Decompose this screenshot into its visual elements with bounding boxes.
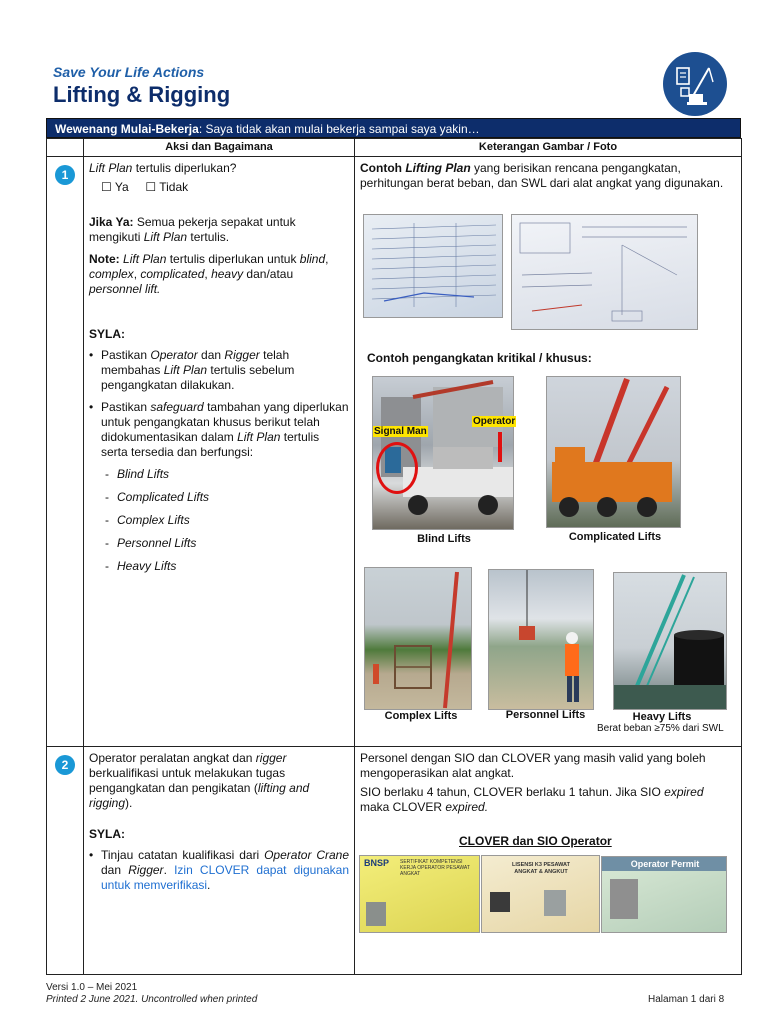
signal-man-highlight-circle	[376, 442, 418, 494]
operator-permit-card	[601, 856, 727, 933]
heavy-lifts-note: Berat beban ≥75% dari SWL	[597, 723, 724, 734]
row2-actions-cell	[84, 747, 355, 975]
caption-personnel-lifts: Personnel Lifts	[505, 709, 586, 721]
caption-heavy-lifts: Heavy Lifts	[632, 711, 692, 723]
bnsp-card-title: SERTIFIKAT KOMPETENSI KERJA OPERATOR PESAWAT ANGKAT	[400, 859, 470, 877]
caption-blind-lifts: Blind Lifts	[417, 533, 471, 545]
step-number-badge: 2	[55, 755, 75, 775]
number-header	[47, 139, 84, 157]
lifting-plan-document-photo-2	[511, 214, 698, 330]
syla-heading: SYLA:	[89, 327, 125, 341]
bnsp-certificate-card	[359, 855, 480, 933]
syla-heading: SYLA:	[89, 827, 125, 841]
operator-label: Operator	[473, 416, 516, 427]
syla-bullet-list	[89, 348, 349, 460]
photo-placeholder	[366, 902, 386, 926]
column-header-pictures: Keterangan Gambar / Foto	[355, 139, 742, 157]
personnel-lift-photo	[488, 569, 594, 710]
critical-lifts-heading: Contoh pengangkatan kritikal / khusus:	[367, 351, 592, 365]
yes-no-options	[89, 180, 349, 195]
banner-bold: Wewenang Mulai-Bekerja	[55, 122, 199, 136]
signal-man-label: Signal Man	[374, 426, 427, 437]
qualification-paragraph: Operator peralatan angkat dan rigger berkualifikasi untuk melakukan tugas pengangkatan dan pengikatan (lifting and rigging).	[89, 751, 310, 810]
qr-code-icon	[490, 892, 510, 912]
crane-checklist-icon	[663, 52, 727, 116]
jika-ya-paragraph: Jika Ya: Semua pekerja sepakat untuk mengikuti Lift Plan tertulis.	[89, 215, 296, 244]
complex-lift-photo	[364, 567, 472, 710]
clover-sio-heading: CLOVER dan SIO Operator	[459, 834, 612, 848]
lifting-plan-description: Contoh Lifting Plan yang berisikan rencana pengangkatan, perhitungan berat beban, dan SWL dari alat angkat yang digunakan.	[360, 161, 724, 190]
k3-license-title: LISENSI K3 PESAWAT ANGKAT & ANGKUT	[512, 862, 570, 875]
complicated-lift-photo	[546, 376, 681, 528]
photo-placeholder	[544, 890, 566, 916]
footer-version: Versi 1.0 – Mei 2021	[46, 982, 138, 993]
footer-page-number: Halaman 1 dari 8	[648, 994, 725, 1005]
photo-placeholder	[610, 879, 638, 919]
step-number-badge: 1	[55, 165, 75, 185]
list-item: - Complex Lifts	[105, 513, 190, 527]
list-item: - Personnel Lifts	[105, 536, 197, 550]
row-number-cell	[47, 747, 84, 975]
heavy-lift-photo	[613, 572, 727, 710]
column-header-actions: Aksi dan Bagaimana	[84, 139, 355, 157]
table-header-row	[47, 139, 742, 157]
list-item: • Pastikan safeguard tambahan yang diperlukan untuk pengangkatan khusus berikut telah didokumentasikan dalam Lift Plan tertulis serta tersedia dan berfungsi:	[89, 400, 349, 460]
row-number-cell	[47, 157, 84, 747]
page-title: Lifting & Rigging	[53, 82, 231, 107]
start-work-authority-banner	[46, 118, 741, 138]
validity-paragraph: SIO berlaku 4 tahun, CLOVER berlaku 1 tahun. Jika SIO expired maka CLOVER expired.	[360, 785, 704, 814]
list-item: • Tinjau catatan kualifikasi dari Operator Crane dan Rigger. Izin CLOVER dapat digunakan untuk memverifikasi.	[89, 848, 349, 893]
operator-arrow	[498, 432, 502, 462]
sio-clover-paragraph: Personel dengan SIO dan CLOVER yang masih valid yang boleh mengoperasikan alat angkat.	[360, 751, 706, 780]
section-subtitle: Save Your Life Actions	[53, 64, 205, 80]
list-item: - Complicated Lifts	[105, 490, 210, 504]
caption-complex-lifts: Complex Lifts	[384, 710, 458, 722]
syla-bullet-list	[89, 848, 349, 893]
operator-permit-title: Operator Permit	[602, 857, 727, 871]
banner-text: : Saya tidak akan mulai bekerja sampai saya yakin…	[198, 122, 480, 136]
list-item: - Blind Lifts	[105, 467, 170, 481]
note-paragraph: Note: Lift Plan tertulis diperlukan untuk blind, complex, complicated, heavy dan/atau personnel lift.	[89, 252, 329, 296]
list-item: • Pastikan Operator dan Rigger telah membahas Lift Plan tertulis sebelum pengangkatan dilakukan.	[89, 348, 349, 393]
special-lifts-list	[105, 467, 349, 574]
k3-license-card	[481, 855, 600, 933]
option-yes-checkbox[interactable]: ☐ Ya	[101, 180, 129, 194]
row1-actions-cell	[84, 157, 355, 747]
footer-printed: Printed 2 June 2021. Uncontrolled when printed	[46, 994, 258, 1005]
option-no-checkbox[interactable]: ☐ Tidak	[145, 180, 189, 194]
caption-complicated-lifts: Complicated Lifts	[568, 531, 662, 543]
lifting-plan-document-photo-1	[363, 214, 503, 318]
list-item: - Heavy Lifts	[105, 559, 177, 573]
bnsp-brand: BNSP	[364, 858, 390, 868]
lift-plan-question: Lift Plan tertulis diperlukan?	[89, 161, 237, 175]
